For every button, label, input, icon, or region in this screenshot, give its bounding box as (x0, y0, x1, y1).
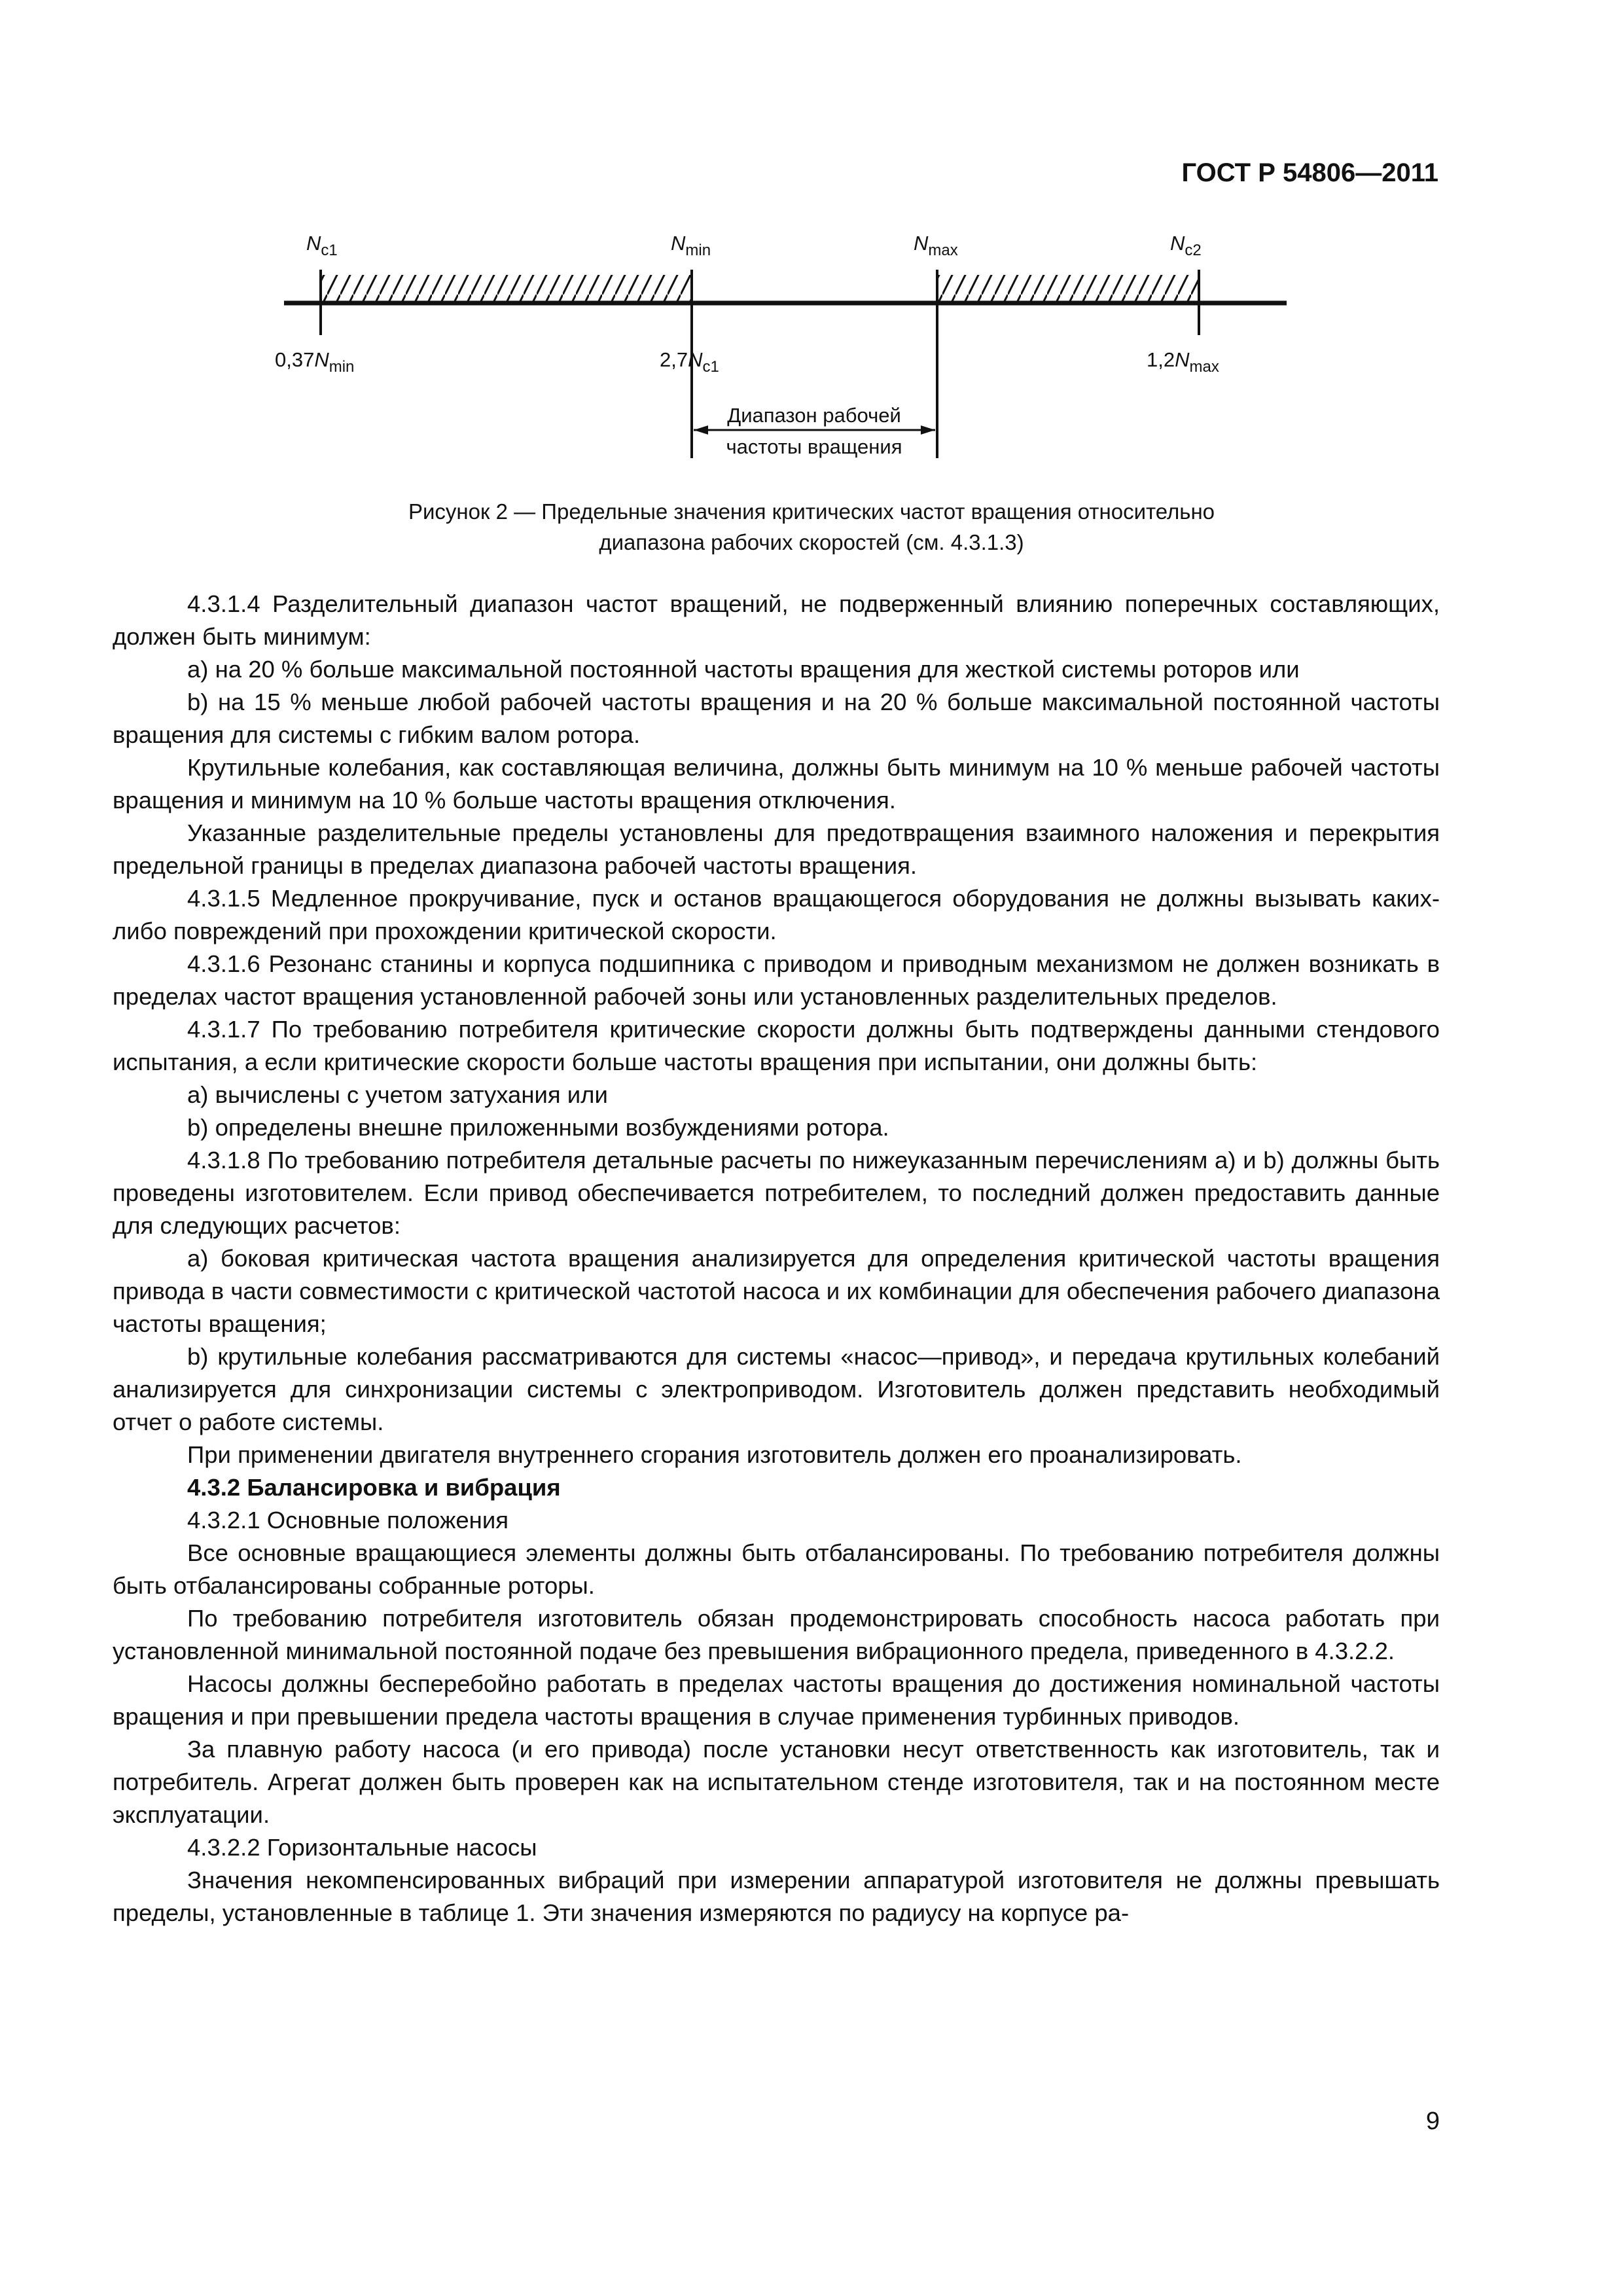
paragraph: a) на 20 % больше максимальной постоянной частоты вращения для жесткой системы роторов или (187, 656, 1300, 683)
paragraph: За плавную работу насоса (и его привода) после установки несут ответственность как изготовитель, так и потребитель. Агрегат должен быть проверен как на испытательном стенде изготовителя, так и на постоянном месте эксплуатации. (113, 1736, 1440, 1828)
paragraph: Крутильные колебания, как составляющая величина, должны быть минимум на 10 % меньше рабочей частоты вращения и минимум на 10 % больше частоты вращения отключения. (113, 754, 1440, 814)
paragraph: b) крутильные колебания рассматриваются для системы «насос—привод», и передача крутильных колебаний анализируется для синхронизации системы с электроприводом. Изготовитель должен представить необходимый отчет о работе системы. (113, 1343, 1440, 1435)
hatched-zone-right (937, 275, 1199, 301)
paragraph: 4.3.1.5 Медленное прокручивание, пуск и останов вращающегося оборудования не должны вызывать каких-либо повреждений при прохождении критической скорости. (113, 885, 1440, 944)
paragraph: a) вычислены с учетом затухания или (187, 1081, 608, 1108)
paragraph: Насосы должны бесперебойно работать в пределах частоты вращения до достижения номинальной частоты вращения и при превышении предела частоты вращения в случае применения турбинных приводов. (113, 1670, 1440, 1730)
label-12-nmax: $1,2N_{max}$ (1147, 348, 1219, 376)
paragraph: 4.3.1.4 Разделительный диапазон частот вращений, не подверженный влиянию поперечных составляющих, должен быть минимум: (113, 590, 1440, 650)
range-arrow-left (694, 425, 708, 435)
paragraph: Значения некомпенсированных вибраций при измерении аппаратурой изготовителя не должны превышать пределы, установленные в таблице 1. Эти значения измеряются по радиусу на корпусе ра- (113, 1867, 1440, 1926)
diagram-svg (262, 216, 1322, 484)
critical-speed-diagram (262, 216, 1322, 484)
paragraph: 4.3.2.1 Основные положения (187, 1507, 508, 1534)
document-header: ГОСТ Р 54806—2011 (1181, 158, 1438, 187)
paragraph: Все основные вращающиеся элементы должны быть отбалансированы. По требованию потребителя должны быть отбалансированы собранные роторы. (113, 1539, 1440, 1599)
paragraph: b) на 15 % меньше любой рабочей частоты вращения и на 20 % больше максимальной постоянной частоты вращения для системы с гибким валом ротора. (113, 689, 1440, 748)
paragraph: 4.3.2 Балансировка и вибрация (187, 1474, 561, 1501)
paragraph: 4.3.2.2 Горизонтальные насосы (187, 1834, 537, 1861)
paragraph: Указанные разделительные пределы установлены для предотвращения взаимного наложения и перекрытия предельной границы в пределах диапазона рабочей частоты вращения. (113, 819, 1440, 879)
page-number: 9 (1425, 2108, 1440, 2135)
label-nc1: $N_{c1}$ (306, 232, 338, 259)
label-nmax: $N_{max}$ (914, 232, 958, 259)
hatched-zone-left (321, 275, 690, 301)
paragraph: При применении двигателя внутреннего сгорания изготовитель должен его проанализировать. (187, 1441, 1242, 1468)
label-27-nc1: $2,7N_{c1}$ (660, 348, 719, 376)
paragraph: По требованию потребителя изготовитель обязан продемонстрировать способность насоса работать при установленной минимальной постоянной подаче без превышения вибрационного предела, приведенного в 4.3.2.2. (113, 1605, 1440, 1664)
paragraph: a) боковая критическая частота вращения анализируется для определения критической частоты вращения привода в части совместимости с критической частотой насоса и их комбинации для обеспечения рабочего диапазона частоты вращения; (113, 1245, 1440, 1337)
paragraph: 4.3.1.6 Резонанс станины и корпуса подшипника с приводом и приводным механизмом не должен возникать в пределах частот вращения установленной рабочей зоны или установленных разделительных пределов. (113, 950, 1440, 1010)
paragraph: 4.3.1.7 По требованию потребителя критические скорости должны быть подтверждены данными стендового испытания, а если критические скорости больше частоты вращения при испытании, они должны быть: (113, 1016, 1440, 1075)
range-label-line2: частоты вращения (726, 435, 902, 458)
label-nmin: $N_{min}$ (671, 232, 711, 259)
range-label-line1: Диапазон рабочей (727, 404, 901, 427)
body-text (113, 588, 1440, 1929)
paragraph: 4.3.1.8 По требованию потребителя детальные расчеты по нижеуказанным перечислениям a) и b) должны быть проведены изготовителем. Если привод обеспечивается потребителем, то последний должен предоставить данные для следующих расчетов: (113, 1147, 1440, 1239)
label-nc2: $N_{c2}$ (1170, 232, 1202, 259)
range-arrow-right (921, 425, 935, 435)
figure-caption (170, 496, 1453, 558)
figure-caption-line2: диапазона рабочих скоростей (см. 4.3.1.3) (599, 530, 1024, 554)
figure-caption-line1: Рисунок 2 — Предельные значения критических частот вращения относительно (408, 499, 1215, 524)
paragraph: b) определены внешне приложенными возбуждениями ротора. (187, 1114, 889, 1141)
label-037-nmin: $0,37N_{min}$ (275, 348, 355, 376)
